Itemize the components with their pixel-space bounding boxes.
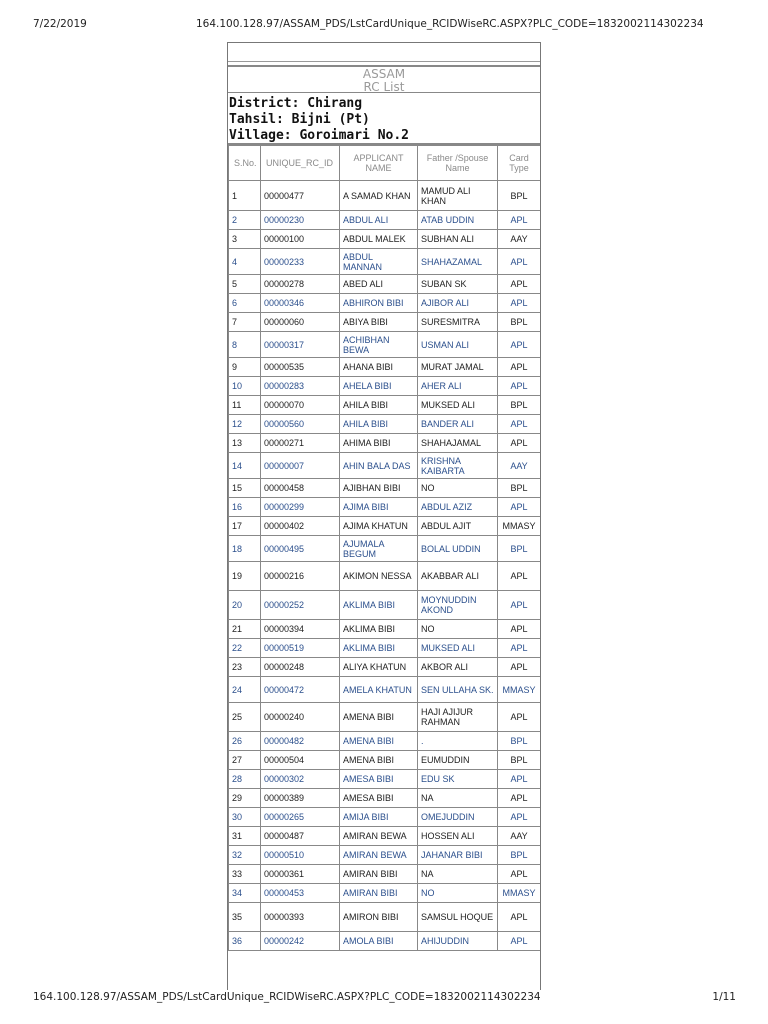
cell-applicant: AKIMON NESSA [340,562,418,591]
cell-father: MUKSED ALI [418,396,498,415]
table-row [229,639,541,658]
table-row [229,865,541,884]
cell-card-type: APL [498,789,541,808]
cell-sno: 28 [229,770,261,789]
cell-sno: 20 [229,591,261,620]
cell-sno: 16 [229,498,261,517]
table-row [229,903,541,932]
cell-rc-id: 00000472 [261,677,340,703]
cell-card-type: APL [498,703,541,732]
table-row [229,732,541,751]
cell-card-type: APL [498,770,541,789]
cell-card-type: BPL [498,536,541,562]
cell-card-type: APL [498,249,541,275]
title-state: ASSAM [362,67,406,81]
cell-rc-id: 00000233 [261,249,340,275]
table-row [229,181,541,211]
cell-card-type: APL [498,377,541,396]
cell-sno: 18 [229,536,261,562]
cell-sno: 17 [229,517,261,536]
cell-father: SEN ULLAHA SK. [418,677,498,703]
location-info [228,93,540,145]
table-row [229,751,541,770]
cell-card-type: AAY [498,453,541,479]
cell-applicant: AJIMA KHATUN [340,517,418,536]
table-row [229,846,541,865]
cell-applicant: ABDUL ALI [340,211,418,230]
cell-rc-id: 00000510 [261,846,340,865]
rc-table [228,145,541,951]
cell-father: AKBOR ALI [418,658,498,677]
cell-father: USMAN ALI [418,332,498,358]
village-label: Village: Goroimari No.2 [229,128,410,143]
cell-father: NA [418,789,498,808]
cell-rc-id: 00000060 [261,313,340,332]
cell-father: ATAB UDDIN [418,211,498,230]
cell-father: MOYNUDDIN AKOND [418,591,498,620]
page-number: 1/11 [712,991,736,1003]
cell-applicant: AHIN BALA DAS [340,453,418,479]
cell-rc-id: 00000070 [261,396,340,415]
cell-card-type: APL [498,865,541,884]
cell-sno: 19 [229,562,261,591]
table-row [229,377,541,396]
cell-rc-id: 00000283 [261,377,340,396]
cell-father: SUBHAN ALI [418,230,498,249]
cell-rc-id: 00000242 [261,932,340,951]
table-row [229,517,541,536]
cell-applicant: AJUMALA BEGUM [340,536,418,562]
cell-applicant: AMOLA BIBI [340,932,418,951]
cell-rc-id: 00000216 [261,562,340,591]
cell-father: HOSSEN ALI [418,827,498,846]
cell-father: AJIBOR ALI [418,294,498,313]
cell-card-type: APL [498,639,541,658]
col-header-card-type: Card Type [498,146,541,181]
cell-rc-id: 00000252 [261,591,340,620]
cell-sno: 30 [229,808,261,827]
table-row [229,313,541,332]
cell-card-type: BPL [498,732,541,751]
cell-card-type: APL [498,211,541,230]
rc-list-panel [227,42,541,990]
cell-rc-id: 00000504 [261,751,340,770]
cell-card-type: APL [498,358,541,377]
cell-rc-id: 00000458 [261,479,340,498]
cell-father: AKABBAR ALI [418,562,498,591]
cell-card-type: APL [498,562,541,591]
table-row [229,275,541,294]
cell-rc-id: 00000299 [261,498,340,517]
cell-applicant: AMIRAN BIBI [340,884,418,903]
cell-applicant: ABIYA BIBI [340,313,418,332]
cell-applicant: AKLIMA BIBI [340,639,418,658]
cell-sno: 31 [229,827,261,846]
col-header-father: Father /Spouse Name [418,146,498,181]
cell-sno: 35 [229,903,261,932]
cell-applicant: AHILA BIBI [340,415,418,434]
cell-rc-id: 00000302 [261,770,340,789]
cell-sno: 21 [229,620,261,639]
cell-sno: 5 [229,275,261,294]
cell-rc-id: 00000248 [261,658,340,677]
cell-card-type: MMASY [498,677,541,703]
table-row [229,211,541,230]
cell-card-type: APL [498,434,541,453]
cell-father: ABDUL AJIT [418,517,498,536]
cell-applicant: AHANA BIBI [340,358,418,377]
col-header-rc-id: UNIQUE_RC_ID [261,146,340,181]
cell-rc-id: 00000389 [261,789,340,808]
cell-applicant: AMIRAN BEWA [340,846,418,865]
cell-sno: 33 [229,865,261,884]
table-row [229,620,541,639]
district-label: District: Chirang [229,96,363,111]
table-row [229,658,541,677]
table-row [229,827,541,846]
cell-rc-id: 00000278 [261,275,340,294]
cell-sno: 8 [229,332,261,358]
cell-sno: 6 [229,294,261,313]
cell-card-type: BPL [498,479,541,498]
cell-applicant: AHIMA BIBI [340,434,418,453]
cell-father: EUMUDDIN [418,751,498,770]
table-row [229,591,541,620]
report-title [228,65,540,93]
table-row [229,434,541,453]
cell-applicant: AMIRON BIBI [340,903,418,932]
cell-rc-id: 00000402 [261,517,340,536]
cell-sno: 25 [229,703,261,732]
cell-father: SUBAN SK [418,275,498,294]
cell-card-type: APL [498,275,541,294]
cell-rc-id: 00000495 [261,536,340,562]
table-row [229,396,541,415]
cell-sno: 34 [229,884,261,903]
cell-father: NO [418,620,498,639]
cell-father: SURESMITRA [418,313,498,332]
cell-sno: 2 [229,211,261,230]
cell-father: SHAHAJAMAL [418,434,498,453]
top-strip [228,43,540,62]
cell-card-type: APL [498,294,541,313]
cell-card-type: APL [498,591,541,620]
cell-father: ABDUL AZIZ [418,498,498,517]
print-header-url: 164.100.128.97/ASSAM_PDS/LstCardUnique_RCIDWiseRC.ASPX?PLC_CODE=1832002114302234 [196,18,704,30]
cell-applicant: AKLIMA BIBI [340,620,418,639]
cell-applicant: ABHIRON BIBI [340,294,418,313]
cell-applicant: AJIBHAN BIBI [340,479,418,498]
cell-card-type: APL [498,903,541,932]
cell-applicant: AMENA BIBI [340,732,418,751]
print-date: 7/22/2019 [33,18,87,30]
cell-father: SAMSUL HOQUE [418,903,498,932]
cell-father: NO [418,884,498,903]
table-row [229,562,541,591]
cell-applicant: ABED ALI [340,275,418,294]
cell-sno: 22 [229,639,261,658]
cell-applicant: AJIMA BIBI [340,498,418,517]
table-row [229,294,541,313]
cell-rc-id: 00000393 [261,903,340,932]
cell-rc-id: 00000394 [261,620,340,639]
cell-rc-id: 00000487 [261,827,340,846]
cell-card-type: APL [498,620,541,639]
cell-father: BANDER ALI [418,415,498,434]
cell-sno: 36 [229,932,261,951]
col-header-applicant: APPLICANT NAME [340,146,418,181]
cell-applicant: ABDUL MALEK [340,230,418,249]
cell-applicant: AHILA BIBI [340,396,418,415]
cell-card-type: BPL [498,846,541,865]
cell-card-type: APL [498,332,541,358]
table-row [229,498,541,517]
col-header-sno: S.No. [229,146,261,181]
cell-card-type: AAY [498,827,541,846]
cell-rc-id: 00000346 [261,294,340,313]
cell-applicant: AMIJA BIBI [340,808,418,827]
cell-sno: 12 [229,415,261,434]
table-row [229,415,541,434]
cell-rc-id: 00000519 [261,639,340,658]
table-row [229,249,541,275]
tahsil-label: Tahsil: Bijni (Pt) [229,112,370,127]
title-list: RC List [363,80,405,94]
cell-rc-id: 00000317 [261,332,340,358]
cell-rc-id: 00000453 [261,884,340,903]
cell-card-type: APL [498,415,541,434]
cell-rc-id: 00000100 [261,230,340,249]
cell-applicant: ALIYA KHATUN [340,658,418,677]
cell-sno: 10 [229,377,261,396]
cell-rc-id: 00000477 [261,181,340,211]
cell-applicant: AMELA KHATUN [340,677,418,703]
cell-sno: 24 [229,677,261,703]
cell-father: NO [418,479,498,498]
cell-card-type: APL [498,658,541,677]
cell-card-type: MMASY [498,884,541,903]
cell-father: JAHANAR BIBI [418,846,498,865]
cell-father: SHAHAZAMAL [418,249,498,275]
cell-applicant: AHELA BIBI [340,377,418,396]
browser-print-footer [0,991,768,1005]
cell-applicant: ABDUL MANNAN [340,249,418,275]
table-row [229,453,541,479]
cell-rc-id: 00000271 [261,434,340,453]
cell-sno: 3 [229,230,261,249]
cell-father: MURAT JAMAL [418,358,498,377]
cell-applicant: AMESA BIBI [340,770,418,789]
cell-card-type: APL [498,498,541,517]
cell-card-type: BPL [498,313,541,332]
table-row [229,332,541,358]
cell-father: EDU SK [418,770,498,789]
cell-card-type: BPL [498,751,541,770]
cell-sno: 9 [229,358,261,377]
cell-card-type: AAY [498,230,541,249]
cell-sno: 14 [229,453,261,479]
cell-sno: 23 [229,658,261,677]
cell-father: HAJI AJIJUR RAHMAN [418,703,498,732]
table-row [229,479,541,498]
cell-sno: 1 [229,181,261,211]
table-row [229,770,541,789]
cell-rc-id: 00000560 [261,415,340,434]
cell-applicant: A SAMAD KHAN [340,181,418,211]
table-row [229,358,541,377]
table-row [229,677,541,703]
cell-applicant: ACHIBHAN BEWA [340,332,418,358]
table-header-row [229,146,541,181]
cell-applicant: AMENA BIBI [340,751,418,770]
cell-card-type: APL [498,808,541,827]
table-row [229,808,541,827]
cell-rc-id: 00000230 [261,211,340,230]
cell-card-type: BPL [498,181,541,211]
cell-father: KRISHNA KAIBARTA [418,453,498,479]
cell-sno: 26 [229,732,261,751]
cell-sno: 27 [229,751,261,770]
table-row [229,789,541,808]
cell-card-type: MMASY [498,517,541,536]
cell-card-type: BPL [498,396,541,415]
cell-applicant: AMENA BIBI [340,703,418,732]
cell-rc-id: 00000265 [261,808,340,827]
cell-sno: 13 [229,434,261,453]
table-row [229,703,541,732]
cell-applicant: AMIRAN BIBI [340,865,418,884]
cell-sno: 4 [229,249,261,275]
cell-father: OMEJUDDIN [418,808,498,827]
cell-father: AHER ALI [418,377,498,396]
cell-rc-id: 00000482 [261,732,340,751]
table-row [229,230,541,249]
cell-applicant: AMIRAN BEWA [340,827,418,846]
cell-sno: 7 [229,313,261,332]
cell-rc-id: 00000535 [261,358,340,377]
cell-rc-id: 00000361 [261,865,340,884]
cell-rc-id: 00000007 [261,453,340,479]
cell-father: AHIJUDDIN [418,932,498,951]
cell-applicant: AKLIMA BIBI [340,591,418,620]
cell-father: NA [418,865,498,884]
cell-father: MUKSED ALI [418,639,498,658]
table-row [229,536,541,562]
cell-father: . [418,732,498,751]
cell-sno: 32 [229,846,261,865]
cell-card-type: APL [498,932,541,951]
table-row [229,932,541,951]
cell-sno: 29 [229,789,261,808]
table-row [229,884,541,903]
cell-rc-id: 00000240 [261,703,340,732]
cell-applicant: AMESA BIBI [340,789,418,808]
cell-sno: 15 [229,479,261,498]
cell-father: BOLAL UDDIN [418,536,498,562]
cell-sno: 11 [229,396,261,415]
cell-father: MAMUD ALI KHAN [418,181,498,211]
browser-print-header [0,18,768,32]
print-footer-url: 164.100.128.97/ASSAM_PDS/LstCardUnique_RCIDWiseRC.ASPX?PLC_CODE=1832002114302234 [33,991,541,1003]
